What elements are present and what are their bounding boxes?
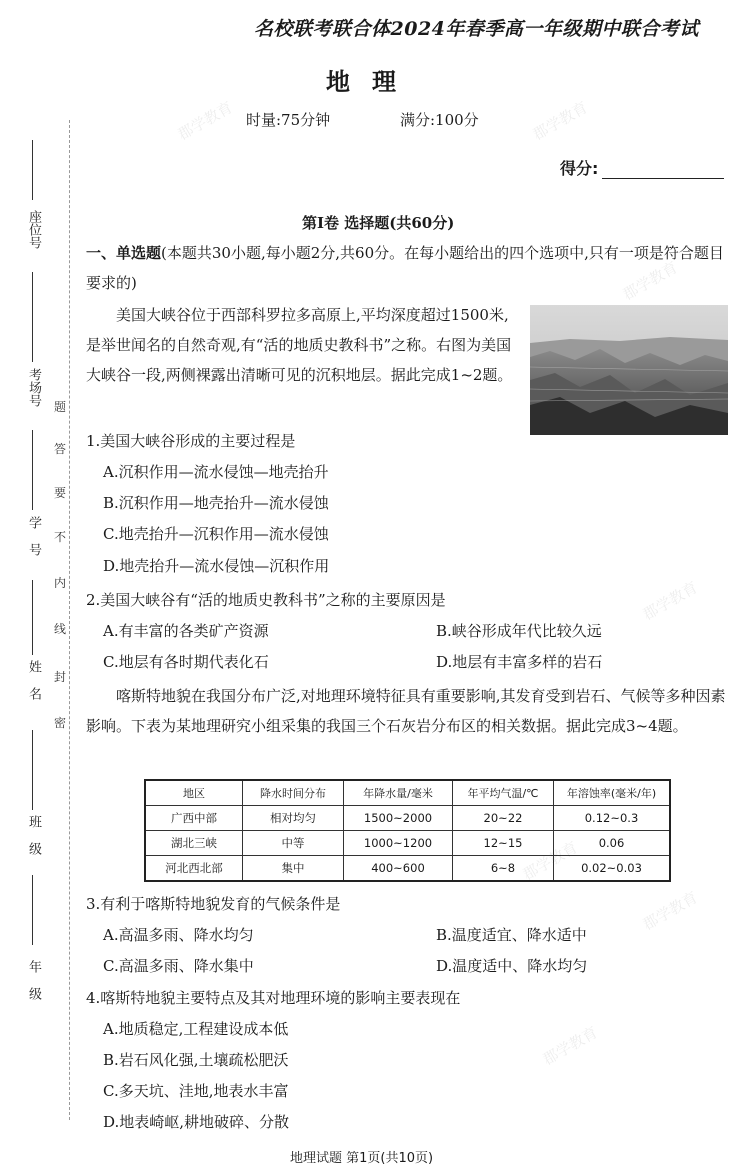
student-number-line bbox=[32, 430, 33, 510]
question-4: 4.喀斯特地貌主要特点及其对地理环境的影响主要表现在 bbox=[86, 989, 461, 1007]
table-cell: 湖北三峡 bbox=[145, 831, 243, 856]
q1-option-b[interactable]: B.沉积作用—地壳抬升—流水侵蚀 bbox=[103, 494, 329, 512]
q4-option-d[interactable]: D.地表崎岖,耕地破碎、分散 bbox=[103, 1113, 290, 1131]
fold-line bbox=[69, 120, 70, 1120]
seal-char: 要 bbox=[54, 486, 67, 500]
grade-line bbox=[32, 875, 33, 945]
table-cell: 1500~2000 bbox=[344, 806, 453, 831]
exam-room-line bbox=[32, 272, 33, 362]
passage-karst: 喀斯特地貌在我国分布广泛,对地理环境特征具有重要影响,其发育受到岩石、气候等多种因素影响。下表为某地理研究小组采集的我国三个石灰岩分布区的相关数据。据此完成3~4题。 bbox=[86, 687, 726, 735]
table-header-row bbox=[145, 780, 670, 806]
q4-option-a[interactable]: A.地质稳定,工程建设成本低 bbox=[103, 1020, 289, 1038]
time-limit: 时量:75分钟 bbox=[246, 111, 331, 129]
seat-number-line bbox=[32, 140, 33, 200]
exam-room-label bbox=[26, 368, 41, 411]
table-header-cell: 降水时间分布 bbox=[243, 780, 344, 806]
karst-data-table bbox=[144, 779, 671, 882]
seal-char: 不 bbox=[54, 530, 67, 544]
full-score: 满分:100分 bbox=[400, 111, 479, 129]
seal-char: 密 bbox=[54, 716, 67, 730]
table-cell: 河北西北部 bbox=[145, 856, 243, 882]
watermark: 郡学教育 bbox=[519, 838, 581, 884]
table-cell: 中等 bbox=[243, 831, 344, 856]
q2-option-d[interactable]: D.地层有丰富多样的岩石 bbox=[436, 653, 603, 671]
seal-char: 封 bbox=[54, 670, 67, 684]
class-line bbox=[32, 730, 33, 810]
watermark: 郡学教育 bbox=[539, 1023, 601, 1069]
question-2: 2.美国大峡谷有“活的地质史教科书”之称的主要原因是 bbox=[86, 591, 446, 609]
table-cell: 12~15 bbox=[453, 831, 554, 856]
table-cell: 广西中部 bbox=[145, 806, 243, 831]
q1-option-d[interactable]: D.地壳抬升—流水侵蚀—沉积作用 bbox=[103, 557, 330, 575]
exam-room-text: 考场号 bbox=[26, 368, 41, 407]
table-cell: 0.12~0.3 bbox=[554, 806, 671, 831]
q4-option-c[interactable]: C.多天坑、洼地,地表水丰富 bbox=[103, 1082, 289, 1100]
class-label bbox=[26, 815, 41, 873]
passage-grand-canyon: 美国大峡谷位于西部科罗拉多高原上,平均深度超过1500米,是举世闻名的自然奇观,有“活的地质史教科书”之称。右图为美国大峡谷一段,两侧裸露出清晰可见的沉积地层。据此完成1~2题。 bbox=[86, 306, 513, 384]
score-label: 得分: bbox=[560, 159, 599, 178]
name-label bbox=[26, 660, 41, 718]
table-header-cell: 地区 bbox=[145, 780, 243, 806]
q3-option-c[interactable]: C.高温多雨、降水集中 bbox=[103, 957, 254, 975]
table-cell: 6~8 bbox=[453, 856, 554, 882]
table-header-cell: 年降水量/毫米 bbox=[344, 780, 453, 806]
seal-char: 答 bbox=[54, 442, 67, 456]
watermark: 郡学教育 bbox=[639, 888, 701, 934]
watermark: 郡学教育 bbox=[619, 258, 681, 304]
student-number-label bbox=[26, 516, 41, 574]
name-line bbox=[32, 580, 33, 655]
volume-title: 第Ⅰ卷 选择题(共60分) bbox=[302, 214, 455, 232]
q2-option-c[interactable]: C.地层有各时期代表化石 bbox=[103, 653, 269, 671]
q3-option-b[interactable]: B.温度适宜、降水适中 bbox=[436, 926, 587, 944]
table-cell: 1000~1200 bbox=[344, 831, 453, 856]
seal-char: 线 bbox=[54, 622, 67, 636]
watermark: 郡学教育 bbox=[174, 98, 236, 144]
watermark: 郡学教育 bbox=[529, 98, 591, 144]
q3-option-a[interactable]: A.高温多雨、降水均匀 bbox=[103, 926, 254, 944]
question-1: 1.美国大峡谷形成的主要过程是 bbox=[86, 432, 296, 450]
seal-char: 题 bbox=[54, 400, 67, 414]
page-footer: 地理试题 第1页(共10页) bbox=[290, 1151, 434, 1166]
seat-number-text: 座位号 bbox=[26, 210, 41, 249]
q1-option-a[interactable]: A.沉积作用—流水侵蚀—地壳抬升 bbox=[103, 463, 329, 481]
q2-option-b[interactable]: B.峡谷形成年代比较久远 bbox=[436, 622, 602, 640]
table-row bbox=[145, 856, 670, 882]
q3-option-d[interactable]: D.温度适中、降水均匀 bbox=[436, 957, 588, 975]
name-text: 姓名 bbox=[26, 660, 41, 714]
class-text: 班级 bbox=[26, 815, 41, 869]
question-3: 3.有利于喀斯特地貌发育的气候条件是 bbox=[86, 895, 341, 913]
q4-option-b[interactable]: B.岩石风化强,土壤疏松肥沃 bbox=[103, 1051, 289, 1069]
q1-option-c[interactable]: C.地壳抬升—沉积作用—流水侵蚀 bbox=[103, 525, 329, 543]
table-cell: 相对均匀 bbox=[243, 806, 344, 831]
table-cell: 0.02~0.03 bbox=[554, 856, 671, 882]
table-row bbox=[145, 806, 670, 831]
grade-text: 年级 bbox=[26, 960, 41, 1014]
table-cell: 400~600 bbox=[344, 856, 453, 882]
table-cell: 集中 bbox=[243, 856, 344, 882]
exam-title: 名校联考联合体2024年春季高一年级期中联合考试 bbox=[254, 18, 699, 40]
grand-canyon-photo bbox=[530, 305, 728, 435]
subject-title: 地理 bbox=[326, 67, 418, 96]
table-row bbox=[145, 831, 670, 856]
score-field bbox=[560, 156, 724, 179]
table-header-cell: 年平均气温/℃ bbox=[453, 780, 554, 806]
grade-label bbox=[26, 960, 41, 1018]
table-cell: 0.06 bbox=[554, 831, 671, 856]
table-cell: 20~22 bbox=[453, 806, 554, 831]
score-blank[interactable] bbox=[602, 160, 724, 179]
seat-number-label bbox=[26, 210, 41, 253]
section-lead: 一、单选题 bbox=[86, 244, 162, 262]
section-instruction-text: (本题共30小题,每小题2分,共60分。在每小题给出的四个选项中,只有一项是符合题目要求的) bbox=[86, 244, 724, 292]
table-header-cell: 年溶蚀率(毫米/年) bbox=[554, 780, 671, 806]
seal-char: 内 bbox=[54, 576, 67, 590]
student-number-text: 学号 bbox=[26, 516, 41, 570]
q2-option-a[interactable]: A.有丰富的各类矿产资源 bbox=[103, 622, 269, 640]
watermark: 郡学教育 bbox=[639, 578, 701, 624]
